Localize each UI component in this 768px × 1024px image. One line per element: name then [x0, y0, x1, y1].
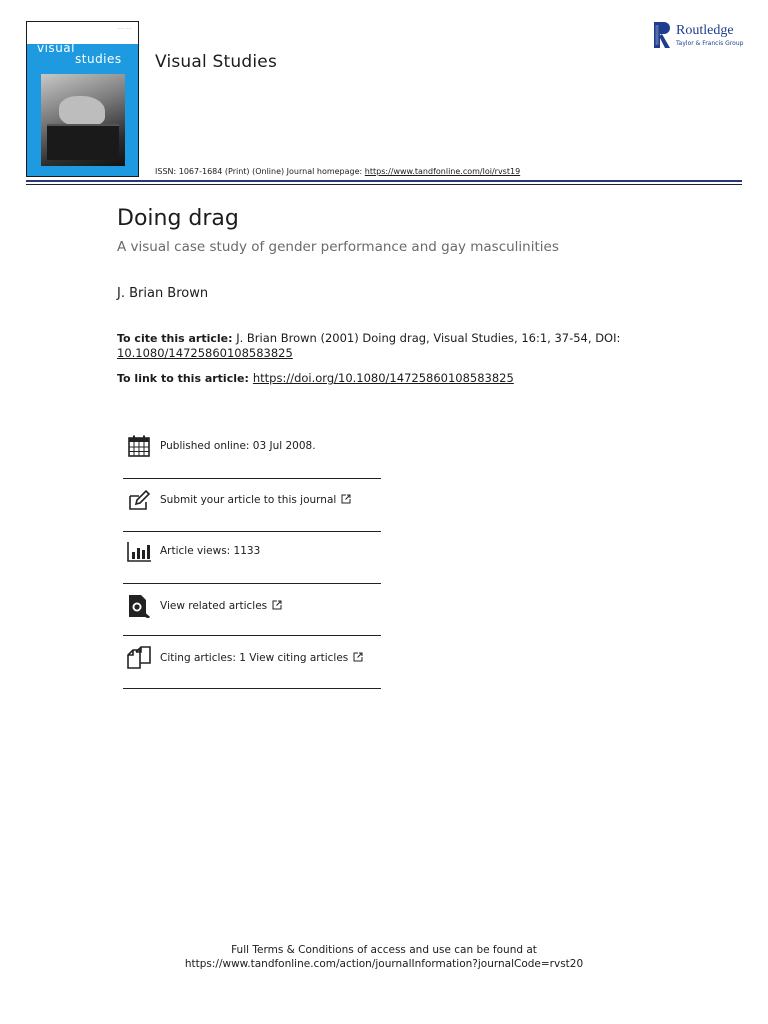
header-rule-black: [26, 184, 742, 185]
divider: [123, 635, 381, 636]
journal-cover-image: [26, 21, 139, 177]
article-views-text: Article views: 1133: [160, 545, 261, 557]
article-title: Doing drag: [117, 206, 239, 231]
footer-terms-text: Full Terms & Conditions of access and use can be found at: [231, 944, 537, 956]
citing-documents-icon: [127, 646, 151, 670]
bar-chart-icon: [127, 539, 151, 563]
related-articles-link[interactable]: [160, 600, 282, 612]
submit-article-link[interactable]: [160, 494, 351, 506]
divider: [123, 583, 381, 584]
article-subtitle: A visual case study of gender performance and gay masculinities: [117, 239, 559, 255]
cover-photo-book: [47, 124, 119, 160]
cite-text: J. Brian Brown (2001) Doing drag, Visual Studies, 16:1, 37-54, DOI:: [232, 331, 621, 345]
citation-block: [117, 331, 637, 361]
article-doi-url-link[interactable]: https://doi.org/10.1080/14725860108583825: [252, 371, 514, 385]
external-link-icon: [353, 652, 363, 662]
divider: [123, 531, 381, 532]
article-link-line: [117, 371, 514, 385]
divider: [123, 478, 381, 479]
doi-link[interactable]: 10.1080/14725860108583825: [117, 346, 293, 360]
article-views-row: [123, 533, 381, 569]
external-link-icon: [272, 600, 282, 610]
divider: [123, 688, 381, 689]
link-label: To link to this article:: [117, 372, 249, 385]
article-author: J. Brian Brown: [117, 286, 209, 301]
cover-word-visual: visual: [37, 41, 75, 55]
footer-terms: [0, 943, 768, 971]
published-online-row: [123, 428, 381, 464]
issn-line: [155, 167, 520, 176]
journal-homepage-link[interactable]: https://www.tandfonline.com/loi/rvst19: [364, 167, 521, 176]
issn-text: ISSN: 1067-1684 (Print) (Online) Journal homepage:: [155, 167, 365, 176]
cover-photo-hand: [59, 96, 105, 126]
cover-fine-print: —— ——: [117, 26, 132, 30]
publisher-name: Routledge: [676, 23, 734, 38]
published-online-text: Published online: 03 Jul 2008.: [160, 440, 316, 452]
document-search-icon: [127, 594, 151, 618]
header-rule-blue: [26, 180, 742, 182]
external-link-icon: [341, 494, 351, 504]
cover-word-studies: studies: [75, 52, 122, 66]
related-articles-text: View related articles: [160, 600, 268, 612]
calendar-icon: [127, 434, 151, 458]
cite-label: To cite this article:: [117, 332, 233, 345]
citing-articles-text: Citing articles: 1 View citing articles: [160, 652, 349, 664]
journal-title: Visual Studies: [155, 52, 278, 72]
submit-article-row[interactable]: [123, 482, 381, 518]
cover-photo: [41, 74, 125, 166]
footer-terms-link[interactable]: https://www.tandfonline.com/action/journalInformation?journalCode=rvst20: [184, 958, 584, 970]
routledge-logo-icon: [653, 21, 671, 49]
citing-articles-row[interactable]: [123, 640, 381, 676]
citing-articles-link[interactable]: [160, 652, 363, 664]
publisher-group: Taylor & Francis Group: [676, 40, 744, 47]
related-articles-row[interactable]: [123, 588, 381, 624]
edit-pencil-icon: [127, 488, 151, 512]
submit-article-text: Submit your article to this journal: [160, 494, 337, 506]
